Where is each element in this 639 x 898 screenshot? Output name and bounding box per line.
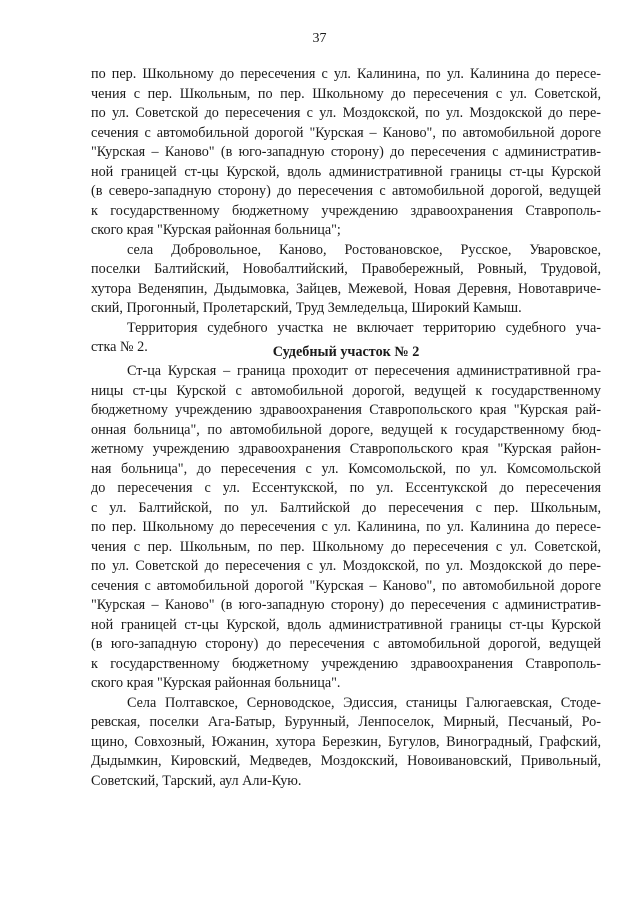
text-line: по пер. Школьному до пересечения с ул. Калинина, по ул. Калинина до пересе- — [91, 519, 601, 535]
text-line: по пер. Школьному до пересечения с ул. Калинина, по ул. Калинина до пересе- — [91, 66, 601, 82]
text-line: ский, Прогонный, Пролетарский, Труд Земледельца, Широкий Камыш. — [91, 300, 522, 316]
text-line: с ул. Балтийской, по ул. Балтийской до пересечения с пер. Школьным, — [91, 499, 601, 516]
text-line: "Курская – Каново" (в юго-западную сторону) до пересечения с административ- — [91, 597, 601, 613]
page-number: 37 — [312, 31, 327, 46]
text-line: Дыдымкин, Кировский, Медведев, Моздокский, Новоивановский, Привольный, — [91, 753, 601, 769]
paragraph-settlements — [91, 694, 601, 792]
text-line: к государственному бюджетному учреждению здравоохранения Ставрополь- — [91, 655, 601, 672]
text-line: "Курская – Каново" (в юго-западную сторону) до пересечения с административ- — [91, 144, 601, 160]
text-line: ная больница", до пересечения с ул. Комсомольской, по ул. Комсомольской — [91, 460, 601, 477]
text-line: ского края "Курская районная больница"; — [91, 222, 341, 238]
text-line: сечения с автомобильной дорогой "Курская – Каново", по автомобильной дороге — [91, 577, 601, 594]
text-line: сечения с автомобильной дорогой "Курская – Каново", по автомобильной дороге — [91, 124, 601, 141]
text-line: Села Полтавское, Серноводское, Эдиссия, станицы Галюгаевская, Стоде- — [127, 694, 601, 711]
text-line: щино, Совхозный, Южанин, хутора Березкин, Бугулов, Виноградный, Графский, — [91, 733, 601, 750]
text-line: чения с пер. Школьным, по пер. Школьному до пересечения с ул. Советской, — [91, 85, 601, 102]
text-line: ского края "Курская районная больница". — [91, 675, 341, 691]
section-1-continuation — [91, 65, 601, 358]
paragraph-boundary-description — [91, 362, 601, 694]
text-line: села Добровольное, Каново, Ростовановское, Русское, Уваровское, — [127, 241, 601, 258]
text-line: ницы ст-цы Курской с автомобильной дорогой, ведущей к государственному — [91, 382, 601, 399]
text-line: по ул. Советской до пересечения с ул. Моздокской, по ул. Моздокской до пере- — [91, 105, 601, 121]
text-line: поселки Балтийский, Новобалтийский, Правобережный, Ровный, Трудовой, — [91, 261, 601, 277]
text-line: ной границей ст-цы Курской, вдоль административной границы ст-цы Курской — [91, 163, 601, 180]
text-line: до пересечения с ул. Ессентукской, по ул. Ессентукской до пересечения — [91, 480, 601, 496]
text-line: (в северо-западную сторону) до пересечения с автомобильной дорогой, ведущей — [91, 183, 601, 199]
text-line: хутора Веденяпин, Дыдымовка, Зайцев, Межевой, Новая Деревня, Новотавриче- — [91, 280, 601, 297]
text-line: чения с пер. Школьным, по пер. Школьному до пересечения с ул. Советской, — [91, 538, 601, 555]
text-line: жетному учреждению здравоохранения Ставропольского края "Курская район- — [91, 441, 601, 457]
text-line: по ул. Советской до пересечения с ул. Моздокской, по ул. Моздокской до пере- — [91, 558, 601, 574]
text-line: бюджетному учреждению здравоохранения Ставропольского края "Курская рай- — [91, 402, 601, 418]
text-line: Ст-ца Курская – граница проходит от пересечения административной гра- — [127, 363, 601, 379]
text-line: Советский, Тарский, аул Али-Кую. — [91, 772, 302, 789]
text-line: стка № 2. — [91, 339, 148, 355]
text-line: ревская, поселки Ага-Батыр, Бурунный, Ленпоселок, Мирный, Песчаный, Ро- — [91, 714, 601, 730]
text-line: к государственному бюджетному учреждению здравоохранения Ставрополь- — [91, 202, 601, 219]
section-2-body — [91, 362, 601, 791]
paragraph-settlements — [91, 241, 601, 319]
text-line: ной границей ст-цы Курской, вдоль административной границы ст-цы Курской — [91, 616, 601, 633]
text-line: (в юго-западную сторону) до пересечения с автомобильной дорогой, ведущей — [91, 636, 601, 652]
text-line: онная больница", по автомобильной дороге, ведущей к государственному бюд- — [91, 421, 601, 438]
section-heading: Судебный участок № 2 — [272, 344, 420, 360]
paragraph-boundary-description — [91, 65, 601, 241]
text-line: Территория судебного участка не включает территорию судебного уча- — [127, 319, 601, 336]
section-2-heading-block — [91, 343, 601, 363]
